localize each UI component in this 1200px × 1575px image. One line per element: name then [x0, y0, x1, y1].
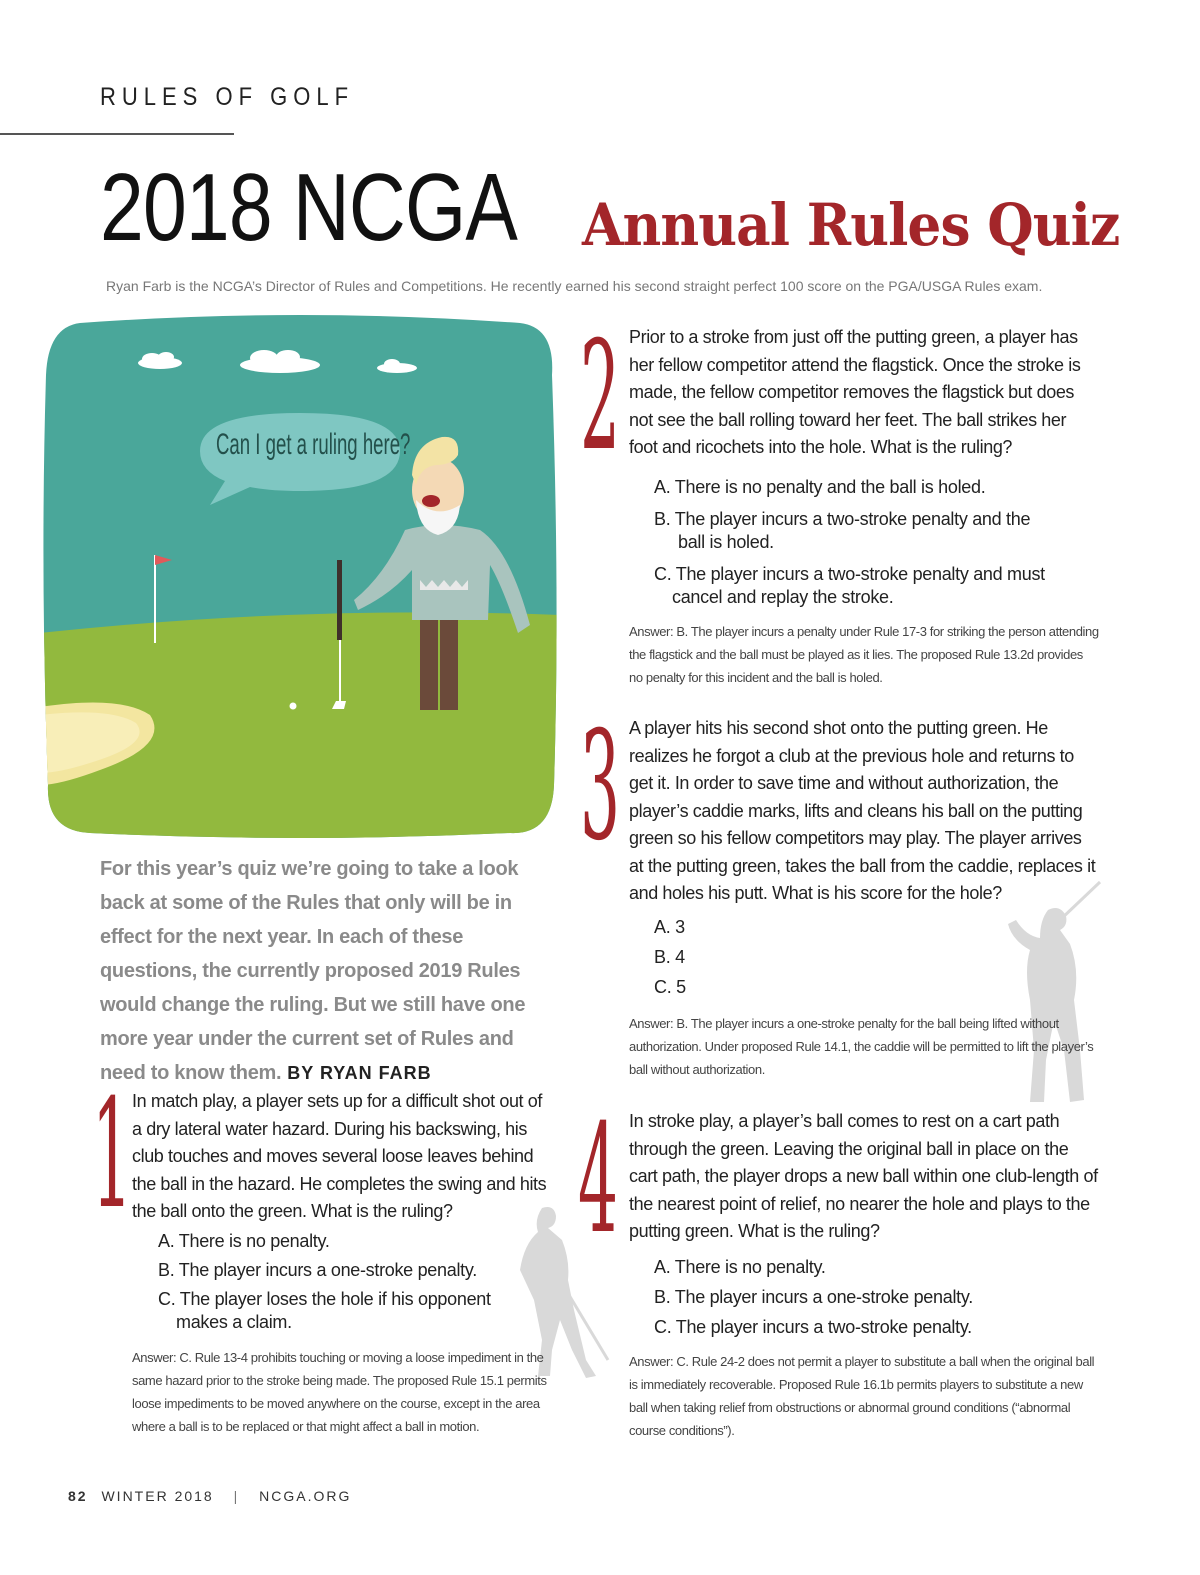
option-2b-cont: ball is holed.: [678, 532, 774, 552]
issue-label: WINTER 2018: [101, 1488, 214, 1504]
question-number-2: 2: [580, 310, 621, 484]
section-divider: [0, 133, 234, 135]
option-4b: B. The player incurs a one-stroke penalty.: [654, 1287, 973, 1307]
option-2c: C. The player incurs a two-stroke penalty and must: [654, 564, 1045, 584]
option-1c: C. The player loses the hole if his opponent: [158, 1289, 491, 1309]
option-1c-cont: makes a claim.: [176, 1312, 292, 1332]
answer-1: Answer: C. Rule 13-4 prohibits touching or moving a loose impediment in the same hazard prior to the stroke being made. The proposed Rule 15.1 permits loose impediments to be moved anywhere on the course, except in the area where a ball is to be replaced or that might affect a ball in motion.: [132, 1350, 547, 1434]
question-number-1: 1: [92, 1068, 133, 1242]
question-number-4: 4: [578, 1093, 619, 1267]
answer-4: Answer: C. Rule 24-2 does not permit a player to substitute a ball when the original ball is immediately recoverable. Proposed Rule 16.1b permits players to substitute a new ball when taking relief from obstructions or abnormal ground conditions (“abnormal course conditions”).: [629, 1354, 1095, 1438]
option-3c: C. 5: [654, 977, 686, 997]
option-2a: A. There is no penalty and the ball is holed.: [654, 477, 986, 497]
golfer-illustration: [40, 315, 560, 840]
question-text-1: In match play, a player sets up for a difficult shot out of a dry lateral water hazard. During his backswing, his club touches and moves several loose leaves behind the ball in the hazard. He completes the swing and hits the ball onto the green. What is the ruling?: [132, 1091, 547, 1221]
section-label: RULES OF GOLF: [100, 82, 355, 111]
question-2-options: [654, 476, 1094, 609]
question-4-options: [654, 1256, 1094, 1339]
option-3a: A. 3: [654, 917, 685, 937]
illustration-graphic: [40, 315, 560, 840]
page-number: 82: [68, 1488, 88, 1504]
page-title-accent: Annual Rules Quiz: [582, 191, 1120, 259]
site-link[interactable]: NCGA.ORG: [259, 1488, 352, 1504]
question-text-2: Prior to a stroke from just off the putting green, a player has her fellow competitor attend the flagstick. Once the stroke is made, the fellow competitor removes the flagstick but does not see the ball rolling toward her feet. The ball strikes her foot and ricochets into the hole. What is the ruling?: [629, 327, 1081, 457]
question-1-options: [158, 1230, 558, 1334]
speech-bubble-text: Can I get a ruling here?: [216, 428, 411, 461]
question-3-options: [654, 916, 854, 999]
answer-2: Answer: B. The player incurs a penalty under Rule 17-3 for striking the person attending the flagstick and the ball must be played as it lies. The proposed Rule 13.2d provides no penalty for this incident and the ball is holed.: [629, 624, 1099, 685]
page-footer: [68, 1488, 351, 1504]
option-1b: B. The player incurs a one-stroke penalty.: [158, 1260, 477, 1280]
option-2c-cont: cancel and replay the stroke.: [672, 587, 894, 607]
author-credit: BY RYAN FARB: [287, 1063, 432, 1083]
option-4a: A. There is no penalty.: [654, 1257, 826, 1277]
footer-separator: |: [233, 1488, 240, 1504]
option-1a: A. There is no penalty.: [158, 1231, 330, 1251]
question-text-3: A player hits his second shot onto the putting green. He realizes he forgot a club at the previous hole and returns to get it. In order to save time and without authorization, the player’s caddie marks, lifts and cleans his ball on the putting green so his fellow competitors may play. The player arrives at the putting green, takes the ball from the caddie, replaces it and holes his putt. What is his score for the hole?: [629, 718, 1096, 903]
page-title-main: 2018 NCGA: [100, 154, 518, 261]
intro-text: [100, 852, 560, 1090]
option-2b: B. The player incurs a two-stroke penalty and the: [654, 509, 1031, 529]
author-bio: Ryan Farb is the NCGA’s Director of Rules and Competitions. He recently earned his second straight perfect 100 score on the PGA/USGA Rules exam.: [106, 278, 1043, 294]
option-3b: B. 4: [654, 947, 685, 967]
question-number-3: 3: [580, 700, 621, 874]
intro-body: For this year’s quiz we’re going to take a look back at some of the Rules that only will be in effect for the next year. In each of these questions, the currently proposed 2019 Rules would change the ruling. But we still have one more year under the current set of Rules and need to know them.: [100, 858, 526, 1084]
option-4c: C. The player incurs a two-stroke penalty.: [654, 1317, 972, 1337]
question-text-4: In stroke play, a player’s ball comes to rest on a cart path through the green. Leaving the original ball in place on the cart path, the player drops a new ball within one club-length of the nearest point of relief, no nearer the hole and plays to the putting green. What is the ruling?: [629, 1111, 1098, 1241]
answer-3: Answer: B. The player incurs a one-stroke penalty for the ball being lifted without authorization. Under proposed Rule 14.1, the caddie will be permitted to lift the player’s ball without authorization.: [629, 1016, 1094, 1077]
